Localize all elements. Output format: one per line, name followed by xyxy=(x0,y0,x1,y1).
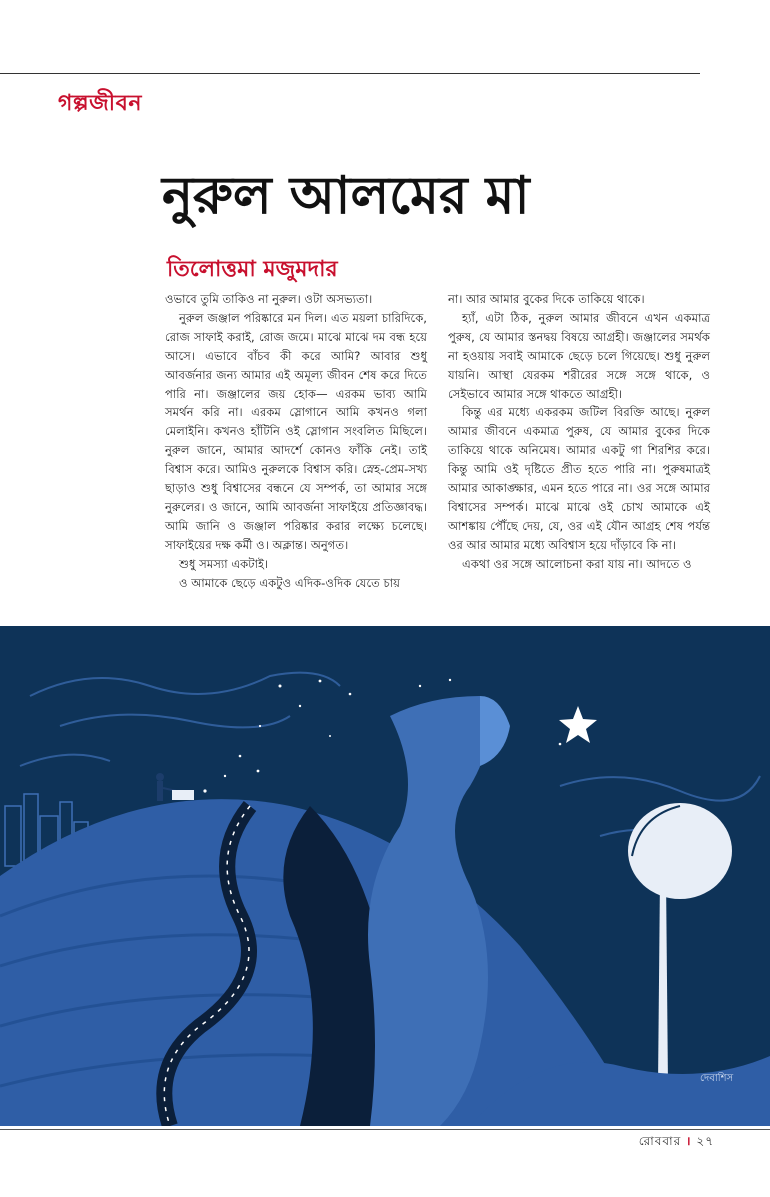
footer-separator: । xyxy=(686,1134,692,1148)
section-label: গল্পজীবন xyxy=(58,91,142,116)
story-illustration xyxy=(0,626,770,1126)
night-scene-illustration xyxy=(0,626,770,1126)
hand xyxy=(368,696,488,1126)
paragraph: ও আমাকে ছেড়ে একটুও এদিক-ওদিক যেতে চায় xyxy=(179,575,400,590)
bottom-rule xyxy=(0,1129,770,1130)
text-column-left xyxy=(165,290,427,593)
tree xyxy=(628,803,732,1086)
paragraph: নুরুল জঞ্জাল পরিষ্কারে মন দিল। এত ময়লা চারিদিকে, রোজ সাফাই করাই, রোজ জমে। মাঝে মাঝে দম বন্ধ হয়ে আসে। এভাবে বাঁচব কী করে আমি? আবার শুধু আবর্জনার জন্য আমার এই অমূল্য জীবন শেষ করে দিতে পারি না। জঞ্জালের জয় হোক— এরকম ভাব্য আমি সমর্থন করি না। এরকম স্লোগানে আমি কখনও গলা মেলাইনি। কখনও হাঁটিনি ওই স্লোগান সংবলিত মিছিলে। নুরুল জানে, আমার আদর্শে কোনও ফাঁকি নেই। তাই বিশ্বাস করে। আমিও নুরুলকে বিশ্বাস করি। স্নেহ-প্রেম-সখ্য ছাড়াও শুধু বিশ্বাসের বন্ধনে যে সম্পর্ক, তা আমার সঙ্গে নুরুলের। ও জানে, আমি আবর্জনা সাফাইয়ে প্রতিজ্ঞাবদ্ধ। আমি জানি ও জঞ্জাল পরিষ্কার করার লক্ষ্যে চলেছে। সাফাইয়ের দক্ষ কর্মী ও। অক্লান্ত। অনুগত। xyxy=(165,310,427,552)
top-rule xyxy=(0,73,700,74)
paragraph: একথা ওর সঙ্গে আলোচনা করা যায় না। আদতে ও xyxy=(462,556,692,571)
magazine-name: রোববার xyxy=(638,1134,682,1148)
paragraph: শুধু সমস্যা একটাই। xyxy=(179,556,269,571)
text-column-right xyxy=(448,290,710,574)
story-title: নুরুল আলমের মা xyxy=(162,166,530,226)
star-icon xyxy=(559,706,597,743)
sparkles xyxy=(197,679,561,805)
paragraph: ওভাবে তুমি তাকিও না নুরুল। ওটা অসভ্যতা। xyxy=(165,292,373,306)
author-name: তিলোত্তমা মজুমদার xyxy=(167,257,338,282)
sweeper-figure xyxy=(156,773,194,801)
paragraph: কিন্তু এর মধ্যে একরকম জটিল বিরক্তি আছে। নুরুল আমার জীবনে একমাত্র পুরুষ, যে আমার বুকের দিকে তাকিয়ে থাকে অনিমেষ। আমার একটু গা শিরশির করে। কিন্তু আমি ওই দৃষ্টিতে প্রীত হতে পারি না। পুরুষমাত্রই আমার আকাঙ্ক্ষার, এমন হতে পারে না। ওর সঙ্গে আমার বিশ্বাসের সম্পর্ক। মাঝে মাঝে ওই চোখ আমাকে এই আশঙ্কায় পৌঁছে দেয়, যে, ওর এই যৌন আগ্রহ শেষ পর্যন্ত ওর আর আমার মধ্যে অবিশ্বাস হয়ে দাঁড়াবে কি না। xyxy=(448,405,710,552)
artist-signature: দেবাশিস xyxy=(700,1073,734,1084)
paragraph: হ্যাঁ, এটা ঠিক, নুরুল আমার জীবনে এখন একমাত্র পুরুষ, যে আমার স্তনদ্বয় বিষয়ে আগ্রহী। জঞ্জালের সমর্থক না হওয়ায় সবাই আমাকে ছেড়ে চলে গিয়েছে। শুধু নুরুল যায়নি। আস্থা যেরকম শরীরের সঙ্গে সঙ্গে থাকে, ও সেইভাবে আমার সঙ্গে থাকতে আগ্রহী। xyxy=(448,310,710,401)
page-footer xyxy=(639,1132,714,1153)
thumb xyxy=(480,696,510,766)
paragraph: না। আর আমার বুকের দিকে তাকিয়ে থাকে। xyxy=(448,292,645,306)
page-number: ২৭ xyxy=(696,1134,714,1148)
